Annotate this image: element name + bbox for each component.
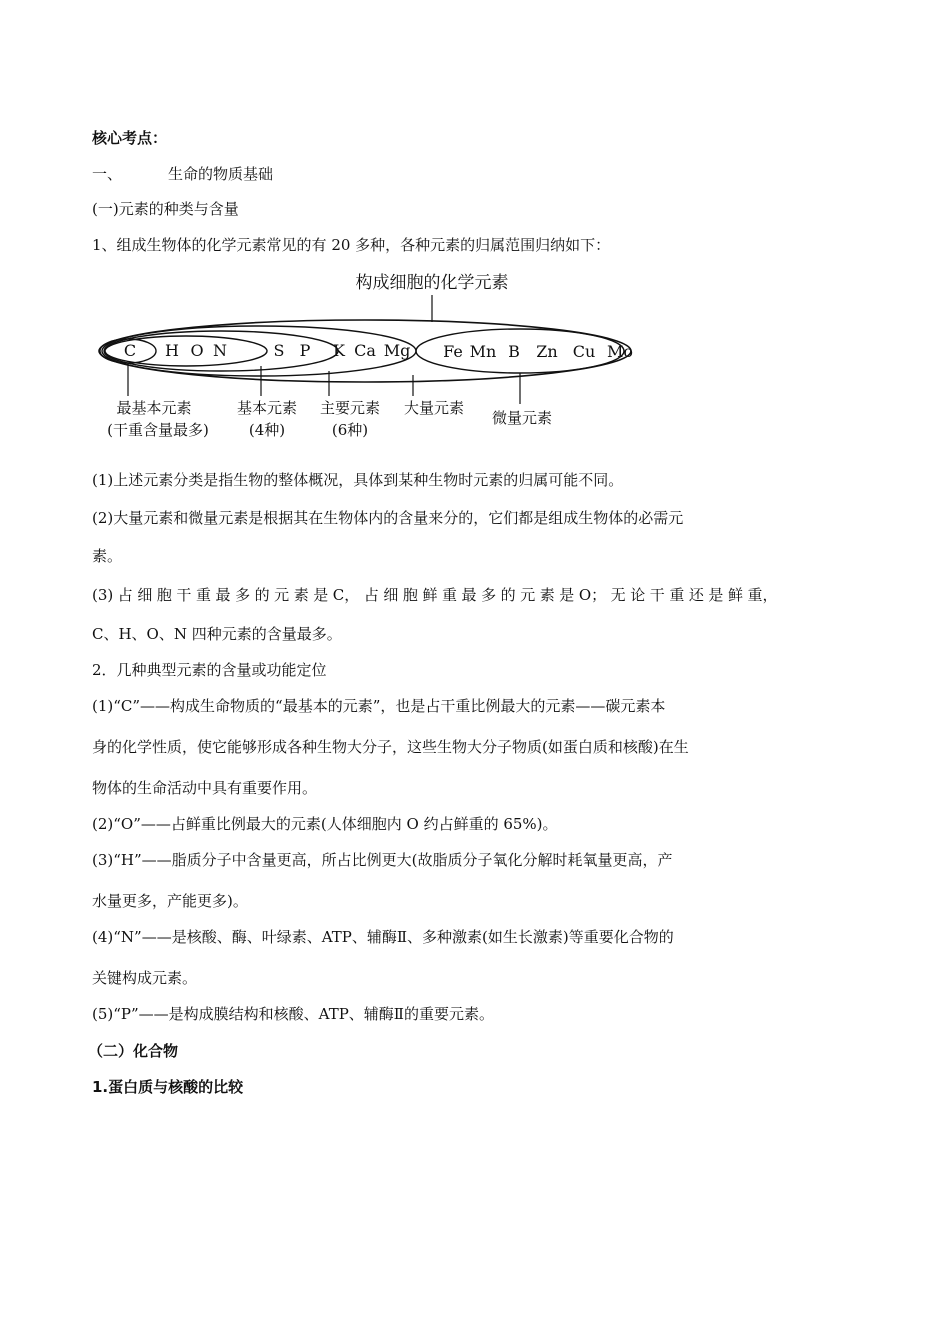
note-3-part: 最 — [215, 586, 231, 604]
note-3-part: 素 — [539, 586, 555, 604]
note-3-part: 是 — [313, 586, 329, 604]
label-most-basic: 最基本元素 — [116, 399, 192, 417]
note-3-part: 元 — [274, 586, 290, 604]
note-3-part: 鲜 — [727, 586, 743, 604]
note-3-part: 是 — [559, 586, 575, 604]
note-3-part: 的 — [254, 586, 270, 604]
subsection-heading-1: (一)元素的种类与含量 — [92, 200, 239, 218]
element-mo: Mo — [606, 342, 634, 361]
point-h-line-2: 水量更多，产能更多)。 — [92, 892, 248, 910]
note-3-part: 胞 — [156, 586, 172, 604]
point-p: (5)“P”——是构成膜结构和核酸、ATP、辅酶Ⅱ的重要元素。 — [92, 1005, 494, 1023]
element-fe: Fe — [443, 342, 463, 361]
element-mg: Mg — [383, 341, 411, 360]
label-most-basic-note: (干重含量最多) — [107, 421, 209, 439]
element-zn: Zn — [536, 342, 558, 361]
heading: 核心考点： — [92, 129, 168, 147]
note-3-part: O； — [578, 586, 607, 604]
note-3-line-2: C、H、O、N 四种元素的含量最多。 — [92, 625, 342, 643]
label-micro: 微量元素 — [491, 409, 553, 427]
note-3-part: 是 — [708, 586, 724, 604]
point-n-line-1: (4)“N”——是核酸、酶、叶绿素、ATP、辅酶Ⅱ、多种激素(如生长激素)等重要化合物的 — [92, 928, 674, 946]
note-3-part: 占 — [117, 586, 133, 604]
note-2-line-2: 素。 — [92, 547, 123, 565]
note-3-line-1 — [92, 585, 778, 605]
label-basic: 基本元素 — [236, 399, 298, 417]
element-p: P — [299, 341, 311, 360]
section-title: 生命的物质基础 — [168, 165, 274, 183]
section-heading-1 — [92, 164, 273, 184]
note-3-part: 干 — [176, 586, 192, 604]
element-classification-diagram — [92, 268, 652, 443]
element-o: O — [190, 341, 204, 360]
point-h-line-1: (3)“H”——脂质分子中含量更高，所占比例更大(故脂质分子氧化分解时耗氧量更高，产 — [92, 851, 673, 869]
note-3-part: 元 — [520, 586, 536, 604]
element-h: H — [165, 341, 179, 360]
item-2: 2．几种典型元素的含量或功能定位 — [92, 661, 327, 679]
point-c-line-2: 身的化学性质，使它能够形成各种生物大分子，这些生物大分子物质(如蛋白质和核酸)在生 — [92, 738, 689, 756]
trace-element-symbols — [443, 342, 633, 361]
element-k: K — [333, 341, 345, 360]
note-1: (1)上述元素分类是指生物的整体概况，具体到某种生物时元素的归属可能不同。 — [92, 471, 624, 489]
element-cu: Cu — [572, 342, 596, 361]
element-ca: Ca — [354, 341, 376, 360]
note-3-part: 细 — [383, 586, 399, 604]
element-b: B — [508, 342, 520, 361]
element-s: S — [273, 341, 285, 360]
item-1: 1、组成生物体的化学元素常见的有 20 多种，各种元素的归属范围归纳如下： — [92, 236, 611, 254]
diagram-title: 构成细胞的化学元素 — [355, 273, 509, 293]
note-3-part: 重 — [442, 586, 458, 604]
note-3-part: 重 — [669, 586, 685, 604]
note-3-part: C， — [332, 586, 360, 604]
note-3-part: 还 — [688, 586, 704, 604]
label-main-note: (6种) — [331, 421, 369, 439]
note-3-part: 重， — [747, 586, 778, 604]
note-3-part: 占 — [363, 586, 379, 604]
section-number: 一、 — [92, 165, 123, 183]
label-basic-note: (4种) — [248, 421, 286, 439]
note-3-part: 干 — [649, 586, 665, 604]
note-3-part: 重 — [195, 586, 211, 604]
note-2-line-1: (2)大量元素和微量元素是根据其在生物体内的含量来分的，它们都是组成生物体的必需元 — [92, 509, 684, 527]
element-mn: Mn — [469, 342, 497, 361]
note-3-part: 多 — [481, 586, 497, 604]
item-3: 1.蛋白质与核酸的比较 — [92, 1078, 244, 1096]
point-o: (2)“O”——占鲜重比例最大的元素(人体细胞内 O 约占鲜重的 65%)。 — [92, 815, 558, 833]
label-main: 主要元素 — [319, 399, 381, 417]
note-3-part: 鲜 — [422, 586, 438, 604]
note-3-part: 论 — [630, 586, 646, 604]
label-macro: 大量元素 — [403, 399, 465, 417]
point-c-line-3: 物体的生命活动中具有重要作用。 — [92, 779, 318, 797]
point-n-line-2: 关键构成元素。 — [92, 969, 198, 987]
subsection-heading-2: （二）化合物 — [88, 1042, 179, 1060]
element-c: C — [123, 341, 137, 360]
note-3-part: 细 — [137, 586, 153, 604]
note-3-part: 的 — [500, 586, 516, 604]
element-n: N — [213, 341, 227, 360]
note-3-part: 素 — [293, 586, 309, 604]
note-3-part: 无 — [610, 586, 626, 604]
note-3-part: 多 — [235, 586, 251, 604]
note-3-part: (3) — [92, 586, 114, 604]
point-c-line-1: (1)“C”——构成生命物质的“最基本的元素”，也是占干重比例最大的元素——碳元素本 — [92, 697, 666, 715]
note-3-part: 最 — [461, 586, 477, 604]
note-3-part: 胞 — [402, 586, 418, 604]
